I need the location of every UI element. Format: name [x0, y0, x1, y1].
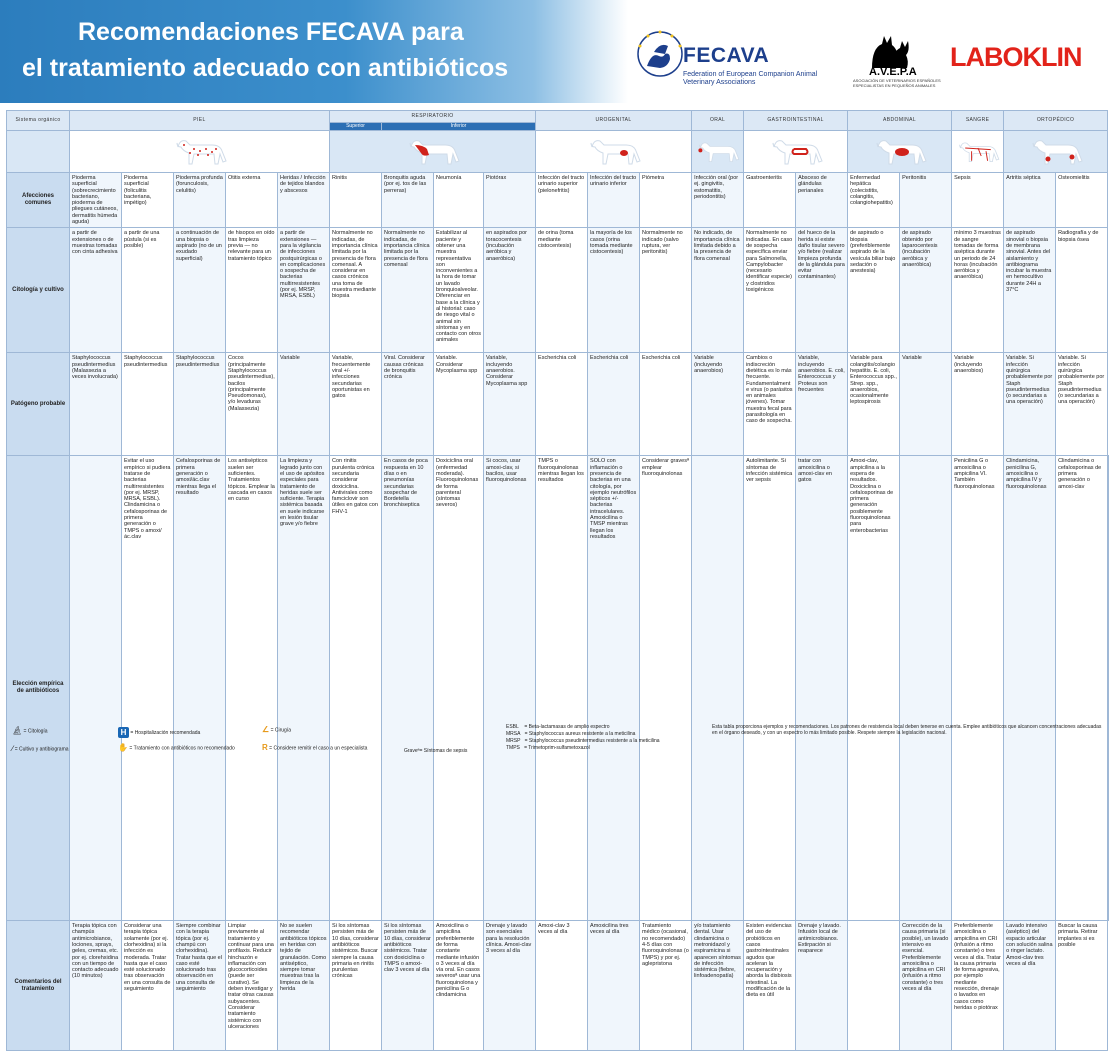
header: [0, 0, 1119, 103]
comentario-cell: Buscar la causa primaria. Retirar implantes si es posible: [1056, 921, 1108, 1051]
dog-abdomen-icon: [870, 135, 930, 169]
system-respiratorio: RESPIRATORIO: [330, 111, 536, 123]
comentario-cell: Siempre combinar con la terapia tópica (por ej. champú con clorhexidina). Tratar hasta que el caso esté solucionado tras observación en una consulta de seguimiento: [174, 921, 226, 1051]
system-gastro: GASTROINTESTINAL: [744, 111, 848, 131]
avepa-name: A.V.E.P.A: [869, 66, 917, 78]
row-label-eleccion: Elección empírica de antibióticos: [7, 456, 70, 921]
eleccion-cell: SOLO con inflamación o presencia de bacterias en una citología, por ejemplo neutrófilos sépticos +/- bacterias intracelulares. Amoxicilina o TMSP mientras llegan los resultados: [588, 456, 640, 921]
patogeno-cell: Variable, incluyendo anaerobios. Considerar Mycoplasma spp: [484, 353, 536, 456]
eleccion-cell: Si cocos, usar amoxi-clav, si bacilos, usar fluoroquinolonas: [484, 456, 536, 921]
afeccion-cell: Heridas / Infección de tejidos blandos y abscesos: [278, 173, 330, 228]
abbr-tmps: [506, 745, 590, 751]
system-abdominal: ABDOMINAL: [848, 111, 952, 131]
comentario-cell: Amoxicilina tres veces al día: [588, 921, 640, 1051]
comentario-cell: Considerar una terapia tópica solamente (por ej. clorhexidina) si la infección es moderada. Tratar hasta que el caso esté solucionado tras observación en una consulta de seguimiento: [122, 921, 174, 1051]
comentario-cell: Existen evidencias del uso de probióticos en casos gastrointestinales agudos que aceleran la recuperación y aborda la disbiosis intestinal. La modificación de la dieta es útil: [744, 921, 796, 1051]
culture-icon: ∕: [12, 744, 14, 753]
abbr-mrsa: [506, 731, 635, 737]
dog-piel: [70, 131, 330, 173]
system-urogenital: UROGENITAL: [536, 111, 692, 131]
comentario-cell: Si los síntomas persisten más de 10 días, considerar antibióticos sistémicos. Buscar siempre la causa primaria en rinitis purulentas crónicas: [330, 921, 382, 1051]
patogeno-cell: Variable, incluyendo anaerobios. E. coli, Enterococcus y Proteus son frecuentes: [796, 353, 848, 456]
patogeno-cell: Variable. Considerar Mycoplasma spp: [434, 353, 484, 456]
patogeno-cell: Escherichia coli: [640, 353, 692, 456]
fecava-name: FECAVA: [683, 44, 770, 67]
dog-urinary-icon: [584, 135, 644, 169]
referral-icon: R: [262, 743, 268, 752]
comentario-cell: Amoxicilina o ampicilina preferiblemente de forma constante mediante infusión o 3 veces al día vía oral. En casos severosª usar una fluoroquinolona y penicilina G o clindamicina: [434, 921, 484, 1051]
comentario-cell: Lavado intensivo (aséptico) del espacio articular con solución salina o ringer lactato. Amoxi-clav tres veces al día: [1004, 921, 1056, 1051]
eleccion-cell: Con rinitis purulenta crónica secundaria considerar doxiciclina. Antivirales como famciclovir son útiles en gatos con FHV-1: [330, 456, 382, 921]
dog-joint-icon: [1026, 135, 1086, 169]
comentario-cell: [848, 921, 900, 1051]
eleccion-cell: Considerar gravesª emplear fluoroquinolonas: [640, 456, 692, 921]
legend-no-recomendado: [118, 745, 235, 751]
afeccion-cell: Artritis séptica: [1004, 173, 1056, 228]
abbr-esbl-value: = Beta-lactamasas de amplio espectro: [524, 724, 610, 730]
dog-gastro: [744, 131, 848, 173]
afeccion-cell: Gastroenteritis: [744, 173, 796, 228]
afeccion-cell: Bronquitis aguda (por ej. tos de las perreras): [382, 173, 434, 228]
comentario-cell: Terapia tópica con champús antimicrobianos, lociones, sprays, geles, cremas, etc. por ej. clorehxidina con un tiempo de contacto adecuado (10 minutos): [70, 921, 122, 1051]
system-piel: PIEL: [70, 111, 330, 131]
eleccion-cell: Clindamicina, penicilina G, amoxicilina o ampicilina IV y fluoroquinolonas: [1004, 456, 1056, 921]
image-row-label: [7, 131, 70, 173]
row-label-citologia: Citología y cultivo: [7, 228, 70, 353]
citologia-cell: de aspirado obtenido por laparocentesis (incubación aeróbica y anaeróbica): [900, 228, 952, 353]
dog-respiratorio: [330, 131, 536, 173]
dog-lungs-icon: [403, 135, 463, 169]
afeccion-cell: Infección del tracto urinario inferior: [588, 173, 640, 228]
citologia-cell: a partir de una pústula (si es posible): [122, 228, 174, 353]
citologia-cell: la mayoría de los casos (orina tomada mediante cistocentesis): [588, 228, 640, 353]
patogeno-cell: Staphylococcus pseudintermedius: [122, 353, 174, 456]
abbr-mrsa-value: = Staphylococcus aureus resistente a la meticilina: [524, 731, 636, 737]
patogeno-cell: Variable: [900, 353, 952, 456]
citologia-cell: mínimo 3 muestras de sangre tomadas de forma aséptica durante un periodo de 24 horas (incubación aeróbica y anaeróbica): [952, 228, 1004, 353]
title-banner: [0, 0, 628, 103]
dog-abdominal: [848, 131, 952, 173]
legend-citologia: [12, 728, 48, 734]
eleccion-cell: [1108, 456, 1109, 921]
eleccion-cell: Cefalosporinas de primera generación o amoxi/ác.clav mientras llega el resultado: [174, 456, 226, 921]
citologia-cell: Normalmente no indicado (salvo ruptura, ver peritonitis): [640, 228, 692, 353]
comentario-cell: No se suelen recomendar antibióticos tópicos en heridas con tejido de granulación. Como antiséptico, siempre tomar muestras tras la limpieza de la herida: [278, 921, 330, 1051]
citologia-cell: Normalmente no indicadas, de importancia clínica limitada por la presencia de flora comensal: [382, 228, 434, 353]
afeccion-cell: Osteomielitis: [1056, 173, 1108, 228]
sistema-label: Sistema orgánico: [7, 111, 70, 131]
eleccion-cell: Evitar el uso empírico si pudiera tratarse de bacterias multirresistentes (por ej. MRSP, MRSA, ESBL). Clindamicina o cefalosporinas de primera generación o TMPS o amoxi/ác.clav: [122, 456, 174, 921]
patogeno-cell: Variable. Si infección quirúrgica probablemente por Staph pseudintermedius (o secundarias a una operación): [1056, 353, 1108, 456]
row-label-patogeno: Patógeno probable: [7, 353, 70, 456]
citologia-cell: de aspirado o biopsia (preferiblemente aspirado de la vesícula biliar bajo sedación o anestesia): [848, 228, 900, 353]
legend-note: Esta tabla proporciona ejemplos y recomendaciones. Los patrones de resistencia local deben tenerse en cuenta. Emplee antibióticos que alcancen concentraciones adecuadas en el órgano deseado, y con un espectro lo más limitado posible. Respete siempre la legislación nacional.: [712, 724, 1102, 736]
eleccion-cell: tratar con amoxicilina o amoxi-clav en gatos: [796, 456, 848, 921]
legend-cirugia: [262, 727, 291, 733]
legend: [6, 722, 1109, 762]
afeccion-cell: Pioderma superficial (foliculitis bacteriana, impétigo): [122, 173, 174, 228]
abbr-tmps-value: = Trimetoprim-sulfametoxazol: [524, 745, 590, 751]
legend-grave: Graveª= Síntomas de sepsis: [404, 748, 468, 754]
patogeno-cell: Escherichia coli: [536, 353, 588, 456]
comentario-cell: Drenaje y lavado. Infusión local de antimicrobianos. Extirpación si reaparece: [796, 921, 848, 1051]
abbr-esbl: [506, 724, 610, 730]
patogeno-cell: Variable (incluyendo anaerobios): [952, 353, 1004, 456]
eleccion-cell: TMPS o fluoroquinolonas mientras llegan los resultados: [536, 456, 588, 921]
dog-skin-icon: [170, 135, 230, 169]
laboklin-logo: LABOKLIN: [950, 42, 1082, 72]
eleccion-cell: Penicilina G o amoxicilina o ampicilina VI. También fluoroquinolonas: [952, 456, 1004, 921]
citologia-cell: Normalmente no indicadas, de importancia clínica limitada por la presencia de flora comensal. A considerar en casos crónicos una toma de muestra mediante biopsia: [330, 228, 382, 353]
patogeno-cell: Variable (incluyendo anaerobios): [692, 353, 744, 456]
row-label-comentarios: Comentarios del tratamiento: [7, 921, 70, 1051]
legend-no-recomendado-text: = Tratamiento con antibióticos no recomendado: [129, 745, 235, 752]
afeccion-cell: Rinitis: [330, 173, 382, 228]
legend-cirugia-text: = Cirugía: [270, 727, 291, 734]
legend-cultivo-text: = Cultivo y antibiograma: [14, 746, 69, 753]
legend-hospitalizacion-text: = Hospitalización recomendada: [130, 729, 201, 736]
comentario-cell: Amoxi-clav 3 veces al día: [536, 921, 588, 1051]
comentario-cell: Limpiar previamente al tratamiento y continuar para una profilaxis. Reducir hinchazón e inflamación con glucocorticoides (puede ser curativo). Se deben investigar y tratar otras causas subyacentes. Considerar tratamiento sistémico con ulceraciones: [226, 921, 278, 1051]
stop-hand-icon: ✋: [118, 743, 128, 752]
abbr-mrsp: [506, 738, 660, 744]
afeccion-cell: Pioderma profunda (forunculosis, celulitis): [174, 173, 226, 228]
afeccion-cell: Sepsis: [952, 173, 1004, 228]
abbr-mrsa-key: MRSA: [506, 731, 521, 737]
system-ortopedico: ORTOPÉDICO: [1004, 111, 1108, 131]
dog-sangre: [952, 131, 1004, 173]
abbr-mrsp-value: = Staphylococcus pseudintermedius resistente a la meticilina: [524, 738, 660, 744]
citologia-cell: de orina (toma mediante cistocentesis): [536, 228, 588, 353]
comentario-cell: Corrección de la causa primaria (si posible), un lavado intensivo es esencial. Preferiblemente amoxicilina o ampicilina en CRI (infusión a ritmo constante) o tres veces al día: [900, 921, 952, 1051]
eleccion-cell: [692, 456, 744, 921]
citologia-cell: de hisopos en oído tras limpieza previa — no relevante para un tratamiento tópico: [226, 228, 278, 353]
subsystem-inferior: Inferior: [382, 123, 536, 131]
dog-urogenital: [536, 131, 692, 173]
comentario-cell: Drenaje y lavado son esenciales para la resolución clínica. Amoxi-clav 3 veces al día: [484, 921, 536, 1051]
dog-ortopedico: [1004, 131, 1108, 173]
citologia-cell: a partir de extensiones o de muestras tomadas con cinta adhesiva: [70, 228, 122, 353]
afeccion-cell: Absceso de glándulas perianales: [796, 173, 848, 228]
citologia-cell: en aspirados por toracocentesis (incubación aeróbica y anaeróbica): [484, 228, 536, 353]
eleccion-cell: Doxiciclina oral (enfermedad moderada). Fluoroquinolonas de forma parenteral (síntomas severos): [434, 456, 484, 921]
avepa-subtitle: ASOCIACIÓN DE VETERINARIOS ESPAÑOLES ESPECIALISTAS EN PEQUEÑOS ANIMALES: [853, 78, 941, 88]
abbr-mrsp-key: MRSP: [506, 738, 521, 744]
patogeno-cell: Staphylococcus pseudintermedius (Malassezia a veces involucrada): [70, 353, 122, 456]
afeccion-cell: Piómetra: [640, 173, 692, 228]
comentario-cell: y/o tratamiento dental. Usar clindamicina o metronidazol y espiramicina si aparecen síntomas de infección sistémica (fiebre, linfoadenopatía): [692, 921, 744, 1051]
title-line-1: Recomendaciones FECAVA para: [78, 18, 464, 46]
dog-intestine-icon: [766, 135, 826, 169]
eleccion-cell: Los antisépticos suelen ser suficientes. Tratamientos tópicos. Emplear la cascada en casos en curso: [226, 456, 278, 921]
citologia-cell: No indicado, de importancia clínica limitada debido a la presencia de flora comensal: [692, 228, 744, 353]
eleccion-cell: La limpieza y legrado junto con el uso de apósitos especiales para tratamiento de heridas suele ser suficiente. Terapia sistémica basada en suele indicarse en lesión tisular grave y/o fiebre: [278, 456, 330, 921]
afeccion-cell: Infección oral (por ej. gingivitis, estomatitis, periodontitis): [692, 173, 744, 228]
patogeno-cell: Variable: [278, 353, 330, 456]
citologia-cell: Estabilizar al paciente y obtener una muestra representativa son inconvenientes a la hora de tomar un lavado bronquioalveolar. Diferenciar en base a la clínica y al historial: caso de riesgo vital o animal sin síntomas y en contacto con otros animales: [434, 228, 484, 353]
eleccion-cell: En casos de poca respuesta en 10 días o en pneumonías secundarias sospechar de Bordetella bronchiseptica: [382, 456, 434, 921]
patogeno-cell: Variable para colangitis/colangiohepatitis. E. coli, Enterococcus spp., Strep. spp., anaerobios, ocasionalmente leptospirosis: [848, 353, 900, 456]
legend-citologia-text: = Citología: [23, 728, 48, 735]
comentario-cell: Tratamiento médico (ocasional, no recomendado) 4-5 días con fluoroquinolonas (o TMPS) y por ej. aglepristona: [640, 921, 692, 1051]
dog-mouth-icon: [694, 135, 742, 169]
eleccion-cell: [900, 456, 952, 921]
citologia-cell: Radiografía y de biopsia ósea: [1056, 228, 1108, 353]
abbr-tmps-key: TMPS: [506, 745, 520, 751]
citologia-cell: a continuación de una biopsia o aspirado (no de un exudado superficial): [174, 228, 226, 353]
eleccion-cell: [70, 456, 122, 921]
system-oral: ORAL: [692, 111, 744, 131]
title-line-2: el tratamiento adecuado con antibióticos: [22, 54, 509, 82]
microscope-icon: 🔬︎: [12, 726, 23, 735]
eleccion-cell: Amoxi-clav, ampicilina a la espera de resultados. Doxiciclina o cefalosporinas de primera generación posiblemente fluoroquinolonas para enterobacterias: [848, 456, 900, 921]
fecava-subtitle: Federation of European Companion Animal Veterinary Associations: [683, 71, 818, 86]
system-sangre: SANGRE: [952, 111, 1004, 131]
citologia-cell: a partir de extensiones — para la vigilancia de infecciones postquirúrgicas o en complicaciones o sospecha de bacterias multirresistentes (por ej. MRSP, MRSA, ESBL): [278, 228, 330, 353]
legend-especialista-text: = Considere remitir el caso a un especialista: [269, 745, 368, 752]
dog-blood-icon: [954, 135, 1002, 169]
afeccion-cell: Peritonitis: [900, 173, 952, 228]
abbr-esbl-key: ESBL: [506, 724, 519, 730]
afeccion-cell: Pioderma superficial (sobrecrecimiento bacteriano, pioderma de pliegues cutáneos, dermatitis húmeda aguda): [70, 173, 122, 228]
afeccion-cell: Infección del tracto urinario superior (pielonefritis): [536, 173, 588, 228]
patogeno-cell: Cocos (principalmente Staphylococcus pseudintermedius), bacilos (principalmente Pseudomonas), y/o levaduras (Malassezia): [226, 353, 278, 456]
dog-oral: [692, 131, 744, 173]
patogeno-cell: Cambios o indiscreción dietética es lo más frecuente. Fundamentalmente virus (o parásitos en animales jóvenes). Tomar muestra fecal para parasitología en caso de sospecha.: [744, 353, 796, 456]
citologia-cell: del hueco de la herida si existe daño tisular severo y/o fiebre (realizar limpieza profunda de la glándula para evitar contaminantes): [796, 228, 848, 353]
legend-especialista: [262, 745, 367, 751]
afeccion-cell: Piotórax: [484, 173, 536, 228]
row-label-afecciones: Afecciones comunes: [7, 173, 70, 228]
avepa-logo-icon: [866, 30, 912, 70]
hospital-icon: H: [118, 727, 129, 738]
scalpel-icon: ∠: [262, 725, 270, 734]
afeccion-cell: Enfermedad hepática (colecistitis, colangitis, colangiohepatitis): [848, 173, 900, 228]
patogeno-cell: Variable. Si infección quirúrgica probablemente por Staph pseudintermedius (o secundarias a una operación): [1004, 353, 1056, 456]
eleccion-cell: Autolimitante. Si síntomas de infección sistémica ver sepsis: [744, 456, 796, 921]
comentario-cell: Preferiblemente amoxicilina o ampicilina en CRI (infusión a ritmo constante) o tres veces al día. Tratar la causa primaria de forma agresiva, por ejemplo mediante resección, drenaje o lavados en casos como heridas o piotórax: [952, 921, 1004, 1051]
afeccion-cell: Otitis externa: [226, 173, 278, 228]
patogeno-cell: Escherichia coli: [588, 353, 640, 456]
citologia-cell: Normalmente no indicadas. En caso de sospecha específica enviar para Salmonella, Campylobacter (necesario identificar especie) y clostridios toxigénicos: [744, 228, 796, 353]
afeccion-cell: Neumonía: [434, 173, 484, 228]
patogeno-cell: Variable, frecuentemente viral +/- infecciones secundarias oportunistas en gatos: [330, 353, 382, 456]
subsystem-superior: Superior: [330, 123, 382, 131]
patogeno-cell: Viral. Considerar causas crónicas de bronquitis crónica: [382, 353, 434, 456]
legend-cultivo: [12, 746, 69, 752]
comentario-cell: Si los síntomas persisten más de 10 días, considerar antibióticos sistémicos. Tratar con doxiciclina o TMPS o amoxi-clav 3 veces al día: [382, 921, 434, 1051]
legend-hospitalizacion: [118, 727, 200, 738]
patogeno-cell: Staphylococcus pseudintermedius: [174, 353, 226, 456]
eleccion-cell: Clindamicina o cefalosporinas de primera generación o amoxi-clav: [1056, 456, 1108, 921]
citologia-cell: de aspirado sinovial o biopsia de membrana sinovial. Antes del aislamiento y antibiograma incubar la muestra en hemocultivo durante 24H a 37°C: [1004, 228, 1056, 353]
